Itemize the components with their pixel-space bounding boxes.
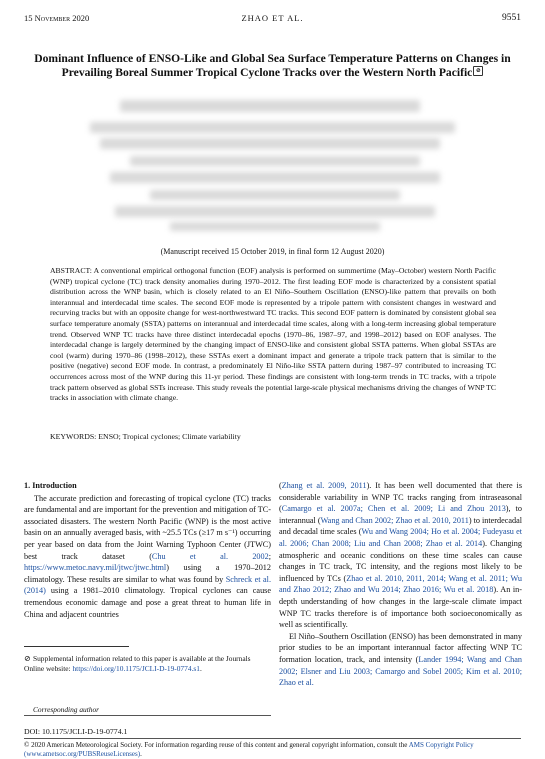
footnote-rule bbox=[24, 646, 129, 647]
supplement-footnote bbox=[24, 654, 271, 673]
header-authors: ZHAO ET AL. bbox=[241, 13, 304, 23]
copyright-policy-link[interactable]: AMS Copyright Policy (www.ametsoc.org/PUBSReuseLicenses) bbox=[24, 741, 474, 758]
citation-link[interactable]: Wang and Chan 2002; Zhao et al. 2010, 2011 bbox=[320, 515, 469, 525]
intro-text: ), to interannual ( bbox=[279, 504, 522, 525]
article-title bbox=[20, 52, 525, 80]
divider bbox=[24, 715, 271, 716]
header-page-number: 9551 bbox=[502, 13, 521, 23]
footnote-text: . bbox=[199, 663, 202, 673]
left-column bbox=[24, 480, 271, 620]
intro-text: ). It has been well documented that there is considerable variability in WNP TC tracks ranging from intraseasonal ( bbox=[279, 481, 523, 514]
intro-paragraph-2 bbox=[279, 631, 522, 689]
right-column bbox=[279, 480, 522, 689]
intro-paragraph-1 bbox=[24, 493, 271, 621]
citation-link[interactable]: Zhang et al. 2009, 2011 bbox=[281, 481, 367, 490]
citation-link[interactable]: Wu and Wang 2004; Ho et al. 2004; Fudeyasu et al. 2006; Chan 2008; Liu and Chan 2008; Zhao et al. 2014 bbox=[279, 527, 522, 548]
copyright-text: © 2020 American Meteorological Society. For information regarding reuse of this content and general copyright information, consult the bbox=[24, 741, 409, 749]
manuscript-dates: (Manuscript received 15 October 2019, in final form 12 August 2020) bbox=[160, 247, 385, 256]
intro-text: ). An in-depth understanding of how changes in the large-scale climate impact WNP TC tracks therefore is of importance both socioeconomically as well as scientifically. bbox=[279, 585, 522, 630]
supplement-link[interactable]: https://doi.org/10.1175/JCLI-D-19-0774.s1 bbox=[72, 663, 200, 673]
header-date: 15 November 2020 bbox=[24, 13, 90, 23]
jtwc-url-link[interactable]: https://www.metoc.navy.mil/jtwc/jtwc.html bbox=[24, 563, 167, 573]
footnote-text: Supplemental information related to this paper is available at the Journals Online website: bbox=[24, 654, 251, 673]
citation-link[interactable]: Schreck et al. (2014) bbox=[24, 574, 271, 596]
article-title-text: Dominant Influence of ENSO-Like and Global Sea Surface Temperature Patterns on Changes in Prevailing Boreal Summer Tropical Cyclone Tracks over the Western North Pacific bbox=[34, 52, 511, 79]
redacted-author-block bbox=[90, 98, 455, 232]
citation-link[interactable]: Zhao et al. 2010, 2011, 2014; Wang et al. 2011; Wu and Zhao 2012; Zhao and Wu 2014; Zhao 2016; Wu et al. 2018 bbox=[279, 573, 522, 595]
intro-text: ). Changing atmospheric and oceanic conditions on these time scales can cause changes in TC track, TC intensity, and the regions most likely to be influenced by TCs ( bbox=[279, 538, 522, 583]
citation-link[interactable]: Lander 1994; Wang and Chan 2002; Elsner and Liu 2003; Camargo and Sobel 2005; Kim et al. 2010; Zhao et al. bbox=[279, 654, 522, 688]
doi: DOI: 10.1175/JCLI-D-19-0774.1 bbox=[24, 727, 128, 736]
intro-text: El Niño–Southern Oscillation (ENSO) has been demonstrated in many prior studies to be an important interannual factor affecting WNP TC formation location, track, and intensity ( bbox=[279, 631, 522, 664]
intro-paragraph-1-cont bbox=[279, 480, 522, 631]
section-heading: 1. Introduction bbox=[24, 481, 77, 490]
keywords: KEYWORDS: ENSO; Tropical cyclones; Climate variability bbox=[50, 432, 241, 441]
intro-text: The accurate prediction and forecasting of tropical cyclone (TC) tracks are fundamental and are important for the prevention and mitigation of TC-associated disasters. The western North Pacific (WNP) is the most active basin on an annually averaged basis, with ~25.5 TCs (≥17 m s⁻¹) occurring per year based on data from the Joint Warning Typhoon Center (JTWC) best track dataset ( bbox=[24, 493, 271, 561]
intro-text: ) to interdecadal and decadal time scales ( bbox=[279, 515, 523, 537]
citation-link[interactable]: Camargo et al. 2007a; Chen et al. 2009; Li and Zhou 2013 bbox=[281, 504, 506, 514]
intro-text: ) using a 1970–2012 climatology. These results are similar to what was found by bbox=[24, 563, 271, 584]
open-access-icon: ⊘ bbox=[473, 66, 483, 76]
copyright-notice bbox=[24, 741, 521, 759]
divider bbox=[24, 738, 521, 739]
corresponding-author-label: Corresponding author bbox=[33, 705, 100, 714]
running-header bbox=[24, 13, 521, 27]
citation-link[interactable]: Chu et al. 2002 bbox=[151, 551, 269, 561]
intro-text: ; bbox=[268, 551, 271, 561]
intro-text: ( bbox=[279, 481, 282, 490]
intro-text: using a 1981–2010 climatology. Tropical cyclones can cause tremendous economic damage and pose a great threat to human life in China and adjacent countries bbox=[24, 586, 271, 619]
copyright-text: . bbox=[140, 750, 142, 758]
open-access-icon: ⊘ bbox=[24, 654, 31, 663]
abstract: ABSTRACT: A conventional empirical orthogonal function (EOF) analysis is performed on summertime (May–October) western North Pacific (WNP) tropical cyclone (TC) track density anomalies during 1970–2012. The first leading EOF mode is characterized by a consistent spatial distribution across the WNP basin, which is closely related to an El Niño–Southern Oscillation (ENSO)-like pattern that prevails on both interannual and interdecadal time scales. The second EOF mode is represented by a tripole pattern with consistent changes in westward and recurving tracks but with an opposite change for west-northwestward TC tracks. This second EOF pattern is dominated by consistent global sea surface temperature anomaly (SSTA) patterns on interannual and interdecadal time scales, along with a long-term increasing global temperature trend. Observed WNP TC tracks have three distinct interdecadal epochs (1970–86, 1987–97, and 1998–2012) based on EOF analyses. The interdecadal change is largely determined by the changing impact of ENSO-like and consistent global SSTA patterns. When global SSTAs are cool (warm) during 1970–86 (1998–2012), these SSTAs exert a dominant impact and generate a tripole track pattern that is similar to the positive (negative) second EOF mode. In contrast, a predominately El Niño-like SSTA pattern during 1987–97 contributed to increasing TC occurrences across most of the WNP during this 11-yr period. These findings are consistent with long-term trends in TC tracks, with a tripole track pattern observed as global SSTs increase. This study reveals the potential large-scale physical mechanisms driving the changes of WNP TC tracks in association with climate change. bbox=[50, 266, 496, 403]
